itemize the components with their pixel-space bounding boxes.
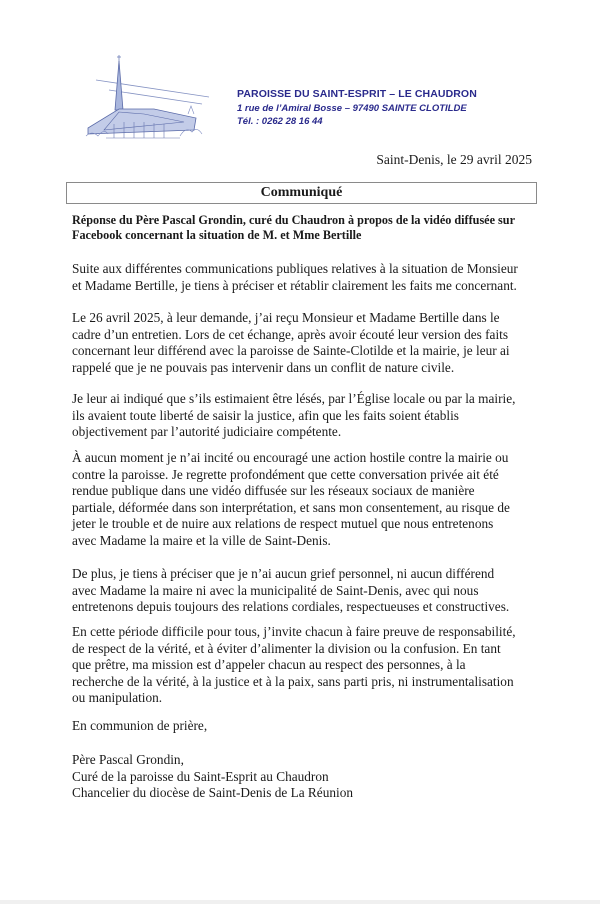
signature-title: Curé de la paroisse du Saint-Esprit au Chaudron xyxy=(72,768,329,784)
paragraph-line: En cette période difficile pour tous, j’invite chacun à faire preuve de responsabilité, xyxy=(72,624,516,639)
paragraph-line: jeter le trouble et de nuire aux relations de respect mutuel que nous entretenons xyxy=(72,516,494,532)
signature-title: Chancelier du diocèse de Saint-Denis de La Réunion xyxy=(72,785,353,801)
paragraph-line: rappelé que je ne pouvais pas intervenir dans un conflit de nature civile. xyxy=(72,359,455,375)
paragraph-line: et Madame Bertille, je tiens à préciser et rétablir clairement les faits me concernant. xyxy=(72,277,517,293)
paragraph-line: entretenons depuis toujours des relations cordiales, respectueuses et constructives. xyxy=(72,599,510,615)
letterhead xyxy=(237,88,477,129)
paragraph-line: contre la paroisse. Je regrette profondément que cette conversation privée ait été xyxy=(72,466,499,482)
parish-name: PAROISSE DU SAINT-ESPRIT – LE CHAUDRON xyxy=(237,88,477,100)
parish-phone: Tél. : 0262 28 16 44 xyxy=(237,116,323,127)
closing-text: En communion de prière, xyxy=(72,718,208,733)
paragraph xyxy=(72,310,542,376)
paragraph-line: Suite aux différentes communications publiques relatives à la situation de Monsieur xyxy=(72,261,518,276)
paragraph-line: Le 26 avril 2025, à leur demande, j’ai reçu Monsieur et Madame Bertille dans le xyxy=(72,310,500,325)
subject-line: Réponse du Père Pascal Grondin, curé du Chaudron à propos de la vidéo diffusée sur xyxy=(72,213,515,227)
paragraph xyxy=(72,624,542,707)
paragraph-line: cadre d’un entretien. Lors de cet échange, après avoir écouté leur version des faits xyxy=(72,326,509,342)
church-spire-logo-icon xyxy=(84,52,216,148)
parish-address: 1 rue de l’Amiral Bosse – 97490 SAINTE CLOTILDE xyxy=(237,102,467,114)
subject-line: Facebook concernant la situation de M. et Mme Bertille xyxy=(72,228,362,242)
paragraph-line: concernant leur différend avec la paroisse de Sainte-Clotilde et la mairie, je leur ai xyxy=(72,343,510,359)
paragraph-line: avec Madame la maire et la ville de Saint-Denis. xyxy=(72,532,331,548)
paragraph xyxy=(72,391,542,441)
paragraph xyxy=(72,566,542,616)
signature-name: Père Pascal Grondin, xyxy=(72,752,184,767)
paragraph-line: avec Madame la maire ni avec la municipalité de Saint-Denis, avec qui nous xyxy=(72,582,479,598)
paragraph-line: De plus, je tiens à préciser que je n’ai aucun grief personnel, ni aucun différend xyxy=(72,566,495,581)
paragraph-line: Je leur ai indiqué que s’ils estimaient être lésés, par l’Église locale ou par la mairie, xyxy=(72,391,516,406)
paragraph-line: ou manipulation. xyxy=(72,690,163,706)
page-bottom-edge xyxy=(0,900,600,904)
date-line: Saint-Denis, le 29 avril 2025 xyxy=(376,152,532,167)
paragraph xyxy=(72,450,542,550)
paragraph-line: À aucun moment je n’ai incité ou encouragé une action hostile contre la mairie ou xyxy=(72,450,509,465)
paragraph-line: objectivement par l’autorité judiciaire compétente. xyxy=(72,424,342,440)
paragraph-line: de respect de la vérité, et à éviter d’alimenter la division ou la confusion. En tant xyxy=(72,640,501,656)
paragraph-line: ils avaient toute liberté de saisir la justice, afin que les faits soient établis xyxy=(72,407,459,423)
closing-line xyxy=(72,718,542,735)
signature-block xyxy=(72,752,542,802)
paragraph-line: partiale, déformée dans son interprétation, et sans mon consentement, au risque de xyxy=(72,499,510,515)
paragraph xyxy=(72,261,542,294)
subject-heading xyxy=(72,213,542,243)
paragraph-line: rendue publique dans une vidéo diffusée sur les réseaux sociaux de manière xyxy=(72,483,475,499)
paragraph-line: recherche de la vérité, à la justice et à la paix, sans parti pris, ni instrumentalisation xyxy=(72,673,514,689)
document-title: Communiqué xyxy=(66,182,537,204)
paragraph-line: que prêtre, ma mission est d’appeler chacun au respect des personnes, à la xyxy=(72,657,466,673)
